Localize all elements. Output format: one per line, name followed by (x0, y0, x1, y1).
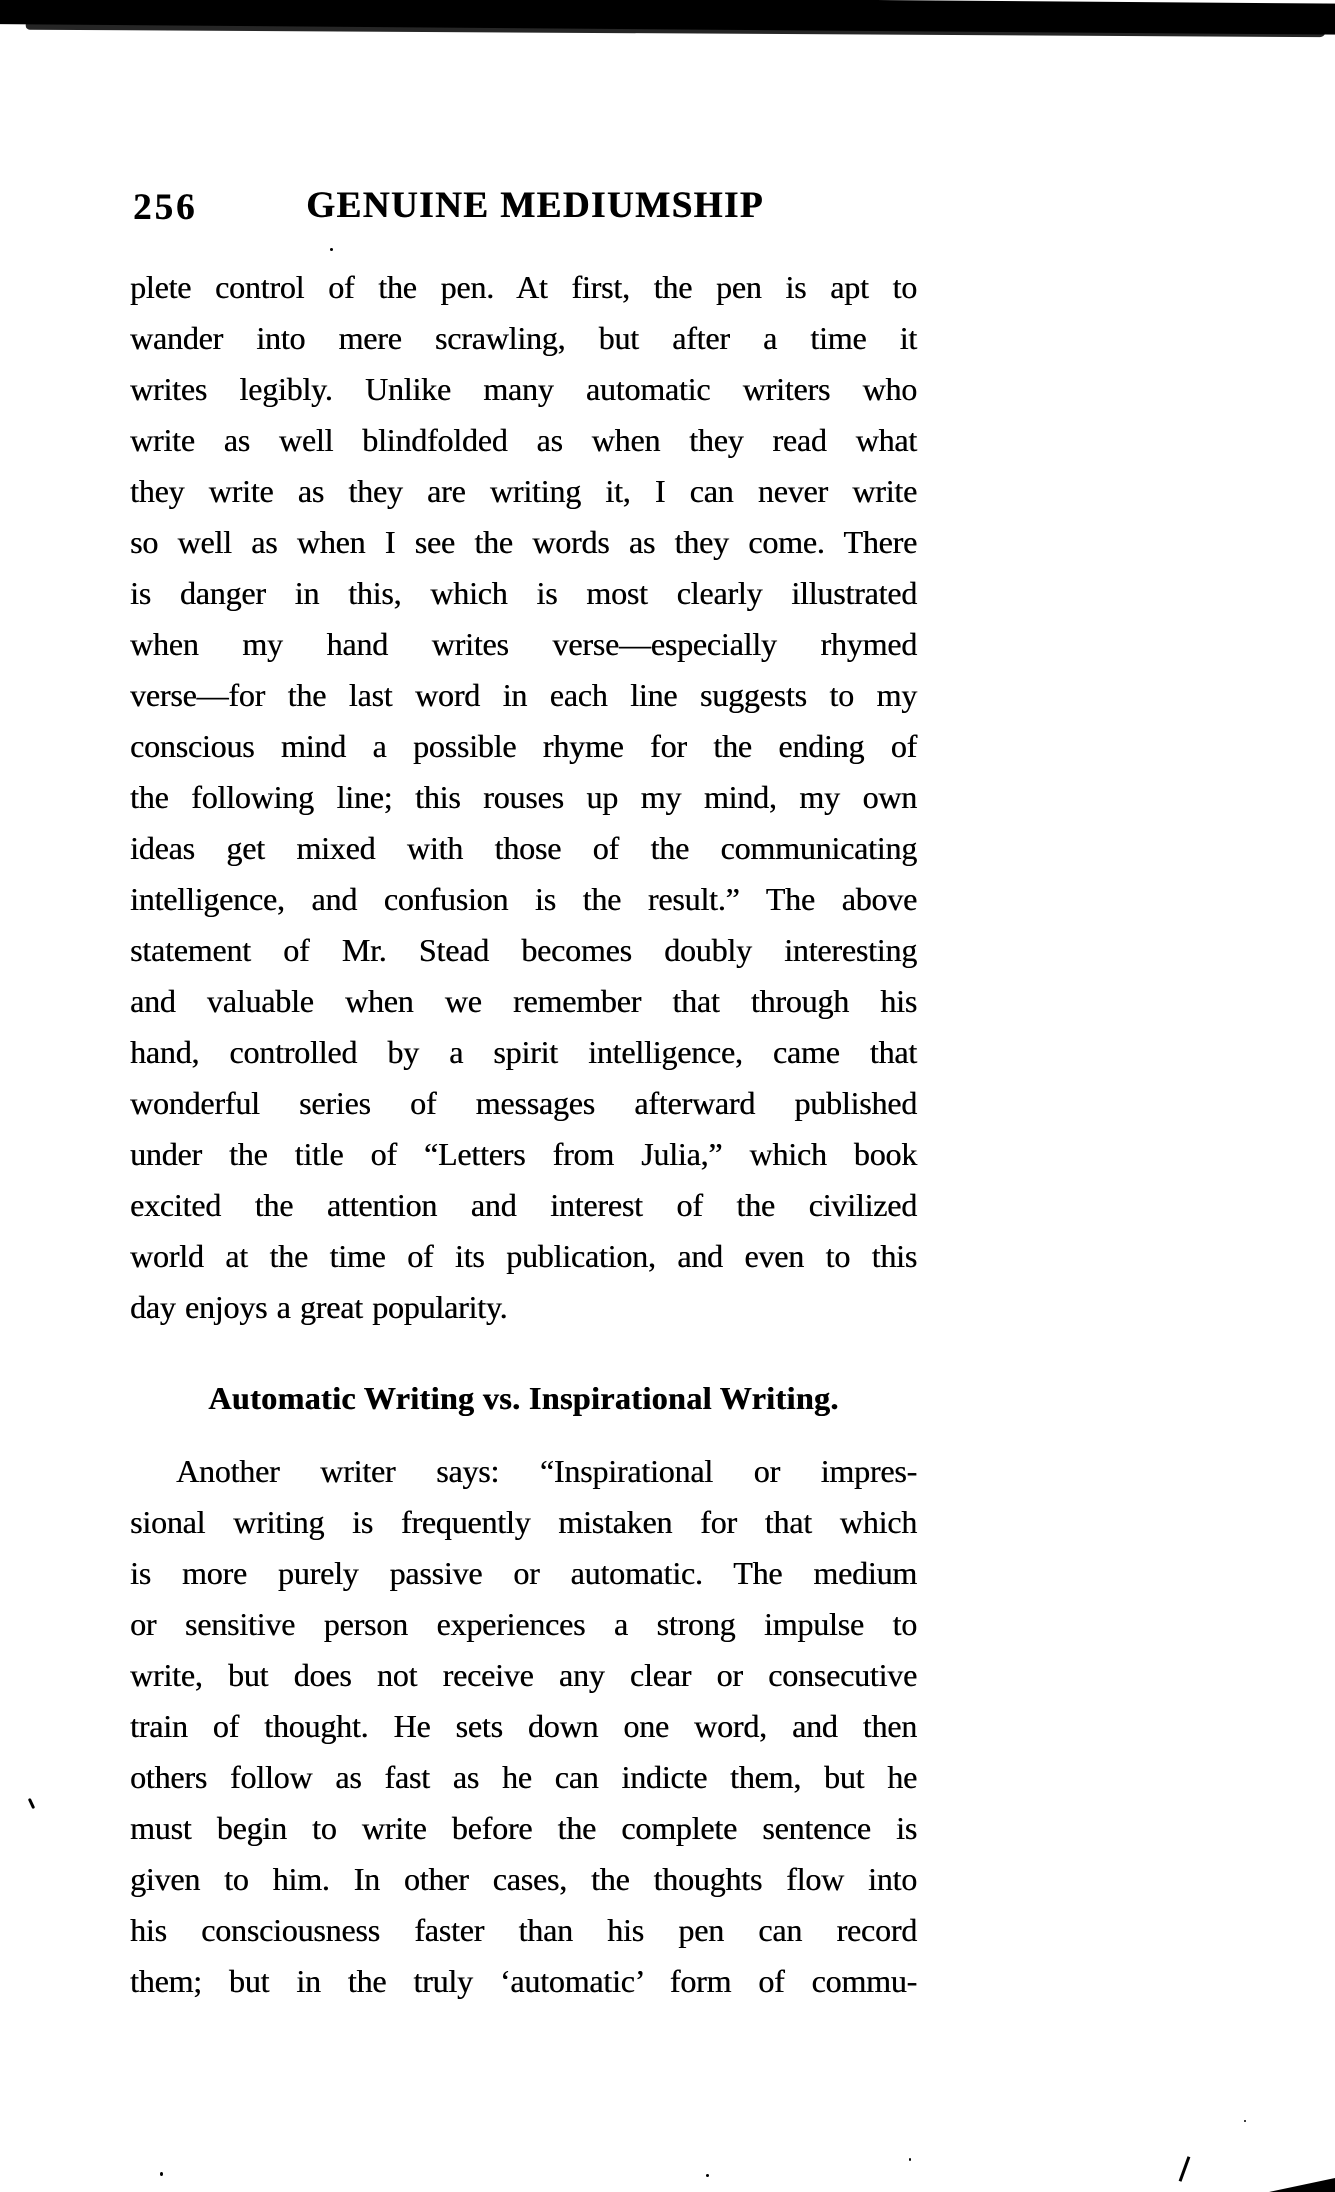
text-line: ideas get mixed with those of the communicating (130, 830, 917, 866)
scan-artifact-speckle (330, 248, 333, 251)
text-line: write as well blindfolded as when they read what (130, 422, 917, 458)
text-line: or sensitive person experiences a strong impulse to (130, 1606, 917, 1642)
scan-artifact-speckle (1244, 2120, 1246, 2122)
text-line: them; but in the truly ‘automatic’ form of commu- (130, 1963, 917, 1999)
text-line: writes legibly. Unlike many automatic writers who (130, 371, 917, 407)
text-line: intelligence, and confusion is the result.” The above (130, 881, 917, 917)
text-line: wander into mere scrawling, but after a time it (130, 320, 917, 356)
text-line: day enjoys a great popularity. (130, 1289, 508, 1325)
text-line: under the title of “Letters from Julia,” which book (130, 1136, 917, 1172)
scan-artifact-corner-smudge (1269, 2178, 1335, 2192)
text-line: write, but does not receive any clear or consecutive (130, 1657, 917, 1693)
scan-artifact-top-bar (0, 0, 1335, 35)
scan-artifact-speckle (160, 2172, 163, 2176)
text-line: statement of Mr. Stead becomes doubly interesting (130, 932, 917, 968)
text-line: train of thought. He sets down one word, and then (130, 1708, 917, 1744)
scan-artifact-speckle (706, 2174, 709, 2177)
text-line: his consciousness faster than his pen can record (130, 1912, 917, 1948)
text-line: given to him. In other cases, the thoughts flow into (130, 1861, 917, 1897)
text-line: the following line; this rouses up my mind, my own (130, 779, 917, 815)
text-line: world at the time of its publication, and even to this (130, 1238, 917, 1274)
text-column (130, 262, 917, 2007)
scan-artifact-speckle (28, 1798, 35, 1809)
text-line: must begin to write before the complete sentence is (130, 1810, 917, 1846)
text-line: Another writer says: “Inspirational or impres- (176, 1453, 917, 1489)
text-line: plete control of the pen. At first, the pen is apt to (130, 269, 917, 305)
paragraph-another-writer (130, 1446, 917, 2007)
text-line: excited the attention and interest of the civilized (130, 1187, 917, 1223)
text-line: they write as they are writing it, I can never write (130, 473, 917, 509)
scan-artifact-speckle (909, 2158, 911, 2161)
section-heading: Automatic Writing vs. Inspirational Writing. (208, 1380, 839, 1416)
text-line: so well as when I see the words as they come. There (130, 524, 917, 560)
text-line: hand, controlled by a spirit intelligence, came that (130, 1034, 917, 1070)
text-line: is more purely passive or automatic. The medium (130, 1555, 917, 1591)
text-line: others follow as fast as he can indicte them, but he (130, 1759, 917, 1795)
scan-artifact-scratch (1179, 2156, 1191, 2181)
running-title: GENUINE MEDIUMSHIP (306, 185, 764, 226)
text-line: sional writing is frequently mistaken for that which (130, 1504, 917, 1540)
text-line: conscious mind a possible rhyme for the ending of (130, 728, 917, 764)
text-line: and valuable when we remember that through his (130, 983, 917, 1019)
text-line: is danger in this, which is most clearly illustrated (130, 575, 917, 611)
page-number: 256 (133, 187, 198, 228)
text-line: verse—for the last word in each line suggests to my (130, 677, 917, 713)
text-line: wonderful series of messages afterward published (130, 1085, 917, 1121)
text-line: when my hand writes verse—especially rhymed (130, 626, 917, 662)
paragraph-continuation (130, 262, 917, 1333)
